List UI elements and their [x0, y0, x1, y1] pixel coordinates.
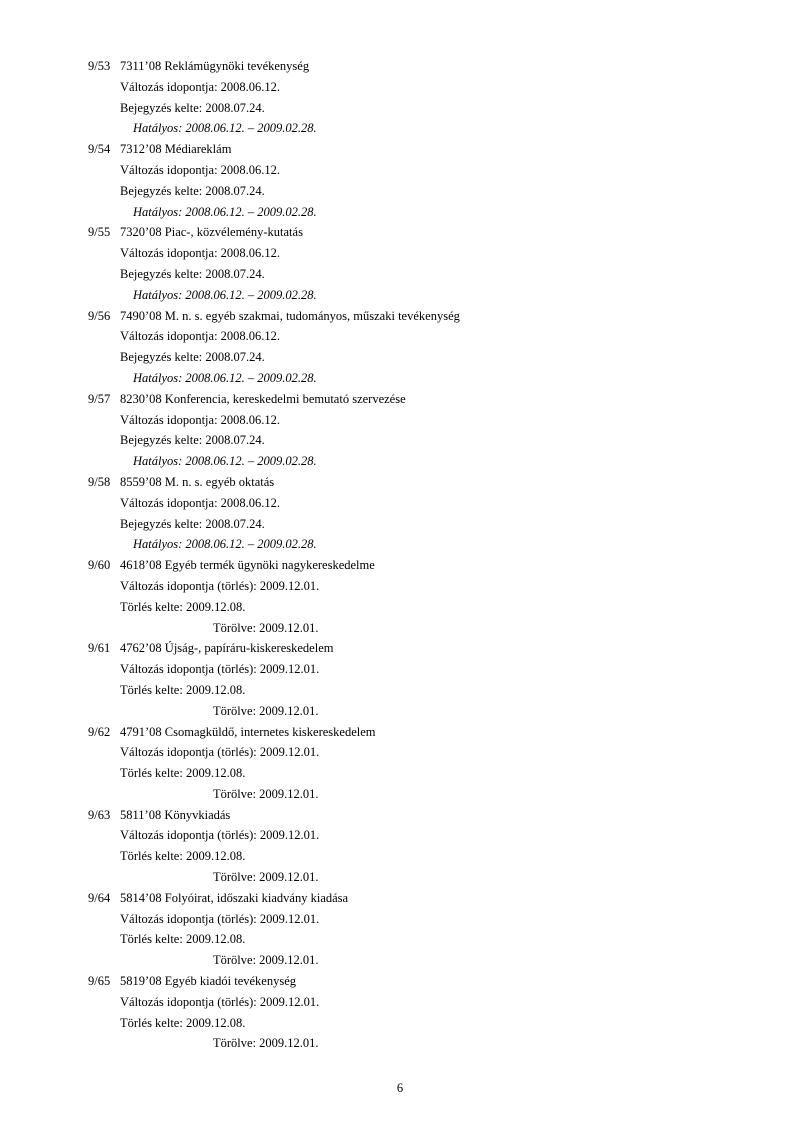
entry	[88, 805, 768, 888]
entry-deleted: Törölve: 2009.12.01.	[213, 703, 319, 718]
entry	[88, 139, 768, 222]
entry-heading	[88, 222, 768, 243]
entry	[88, 722, 768, 805]
entry-number: 9/61	[88, 641, 111, 656]
entry-record-date: Törlés kelte: 2009.12.08.	[120, 599, 246, 614]
entry-activity: 4618’08 Egyéb termék ügynöki nagykereskedelme	[120, 558, 375, 573]
entry-heading	[88, 638, 768, 659]
entry-activity: 5811’08 Könyvkiadás	[120, 807, 231, 822]
entry-heading	[88, 888, 768, 909]
entry-number: 9/65	[88, 974, 111, 989]
entry-record-date: Törlés kelte: 2009.12.08.	[120, 682, 246, 697]
entry-heading	[88, 56, 768, 77]
entry-change-date: Változás idopontja: 2008.06.12.	[120, 495, 281, 510]
entry-number: 9/60	[88, 558, 111, 573]
entry-record-date: Bejegyzés kelte: 2008.07.24.	[120, 183, 265, 198]
entry-activity: 7320’08 Piac-, közvélemény-kutatás	[120, 225, 303, 240]
entry-number: 9/54	[88, 142, 111, 157]
entry-activity: 5819’08 Egyéb kiadói tevékenység	[120, 974, 296, 989]
entry	[88, 56, 768, 139]
entry-deleted: Törölve: 2009.12.01.	[213, 1036, 319, 1051]
entry-change-date: Változás idopontja: 2008.06.12.	[120, 329, 281, 344]
entry	[88, 306, 768, 389]
entry-number: 9/63	[88, 807, 111, 822]
entry-number: 9/55	[88, 225, 111, 240]
entry-record-date: Törlés kelte: 2009.12.08.	[120, 1015, 246, 1030]
entry-number: 9/53	[88, 59, 111, 73]
entry	[88, 888, 768, 971]
entry-validity: Hatályos: 2008.06.12. – 2009.02.28.	[133, 121, 317, 136]
entry-record-date: Bejegyzés kelte: 2008.07.24.	[120, 350, 265, 365]
entry-change-date: Változás idopontja (törlés): 2009.12.01.	[120, 828, 320, 843]
entries-list	[88, 56, 768, 1054]
entry-deleted: Törölve: 2009.12.01.	[213, 953, 319, 968]
entry	[88, 472, 768, 555]
entry-record-date: Törlés kelte: 2009.12.08.	[120, 766, 246, 781]
entry-record-date: Bejegyzés kelte: 2008.07.24.	[120, 100, 265, 115]
entry-heading	[88, 389, 768, 410]
entry-record-date: Törlés kelte: 2009.12.08.	[120, 932, 246, 947]
entry	[88, 222, 768, 305]
entry-validity: Hatályos: 2008.06.12. – 2009.02.28.	[133, 204, 317, 219]
entry-change-date: Változás idopontja: 2008.06.12.	[120, 79, 281, 94]
entry-change-date: Változás idopontja: 2008.06.12.	[120, 412, 281, 427]
entry-heading	[88, 555, 768, 576]
entry-validity: Hatályos: 2008.06.12. – 2009.02.28.	[133, 454, 317, 469]
entry-number: 9/56	[88, 308, 111, 323]
entry-change-date: Változás idopontja (törlés): 2009.12.01.	[120, 662, 320, 677]
entry-change-date: Változás idopontja (törlés): 2009.12.01.	[120, 911, 320, 926]
entry-activity: 4762’08 Újság-, papíráru-kiskereskedelem	[120, 641, 334, 656]
entry-validity: Hatályos: 2008.06.12. – 2009.02.28.	[133, 287, 317, 302]
entry-activity: 7490’08 M. n. s. egyéb szakmai, tudományos, műszaki tevékenység	[120, 308, 460, 323]
entry-deleted: Törölve: 2009.12.01.	[213, 870, 319, 885]
entry-record-date: Törlés kelte: 2009.12.08.	[120, 849, 246, 864]
entry-change-date: Változás idopontja: 2008.06.12.	[120, 246, 281, 261]
entry-heading	[88, 306, 768, 327]
entry-change-date: Változás idopontja: 2008.06.12.	[120, 162, 281, 177]
entry-heading	[88, 805, 768, 826]
entry-heading	[88, 722, 768, 743]
entry-deleted: Törölve: 2009.12.01.	[213, 786, 319, 801]
entry-heading	[88, 139, 768, 160]
entry	[88, 638, 768, 721]
entry-change-date: Változás idopontja (törlés): 2009.12.01.	[120, 745, 320, 760]
entry-activity: 7311’08 Reklámügynöki tevékenység	[120, 59, 310, 73]
entry	[88, 971, 768, 1054]
entry-record-date: Bejegyzés kelte: 2008.07.24.	[120, 433, 265, 448]
entry-change-date: Változás idopontja (törlés): 2009.12.01.	[120, 994, 320, 1009]
entry-number: 9/57	[88, 391, 111, 406]
entry-number: 9/58	[88, 474, 111, 489]
entry-activity: 7312’08 Médiareklám	[120, 142, 232, 157]
entry-change-date: Változás idopontja (törlés): 2009.12.01.	[120, 578, 320, 593]
entry-validity: Hatályos: 2008.06.12. – 2009.02.28.	[133, 537, 317, 552]
entry-validity: Hatályos: 2008.06.12. – 2009.02.28.	[133, 370, 317, 385]
entry	[88, 389, 768, 472]
entry-activity: 4791’08 Csomagküldő, internetes kiskereskedelem	[120, 724, 376, 739]
entry	[88, 555, 768, 638]
entry-record-date: Bejegyzés kelte: 2008.07.24.	[120, 266, 265, 281]
entry-activity: 5814’08 Folyóirat, időszaki kiadvány kiadása	[120, 890, 349, 905]
entry-deleted: Törölve: 2009.12.01.	[213, 620, 319, 635]
entry-record-date: Bejegyzés kelte: 2008.07.24.	[120, 516, 265, 531]
entry-number: 9/64	[88, 890, 111, 905]
page-number: 6	[396, 1081, 404, 1095]
entry-heading	[88, 971, 768, 992]
entry-activity: 8230’08 Konferencia, kereskedelmi bemutató szervezése	[120, 391, 406, 406]
entry-activity: 8559’08 M. n. s. egyéb oktatás	[120, 474, 275, 489]
entry-number: 9/62	[88, 724, 111, 739]
entry-heading	[88, 472, 768, 493]
